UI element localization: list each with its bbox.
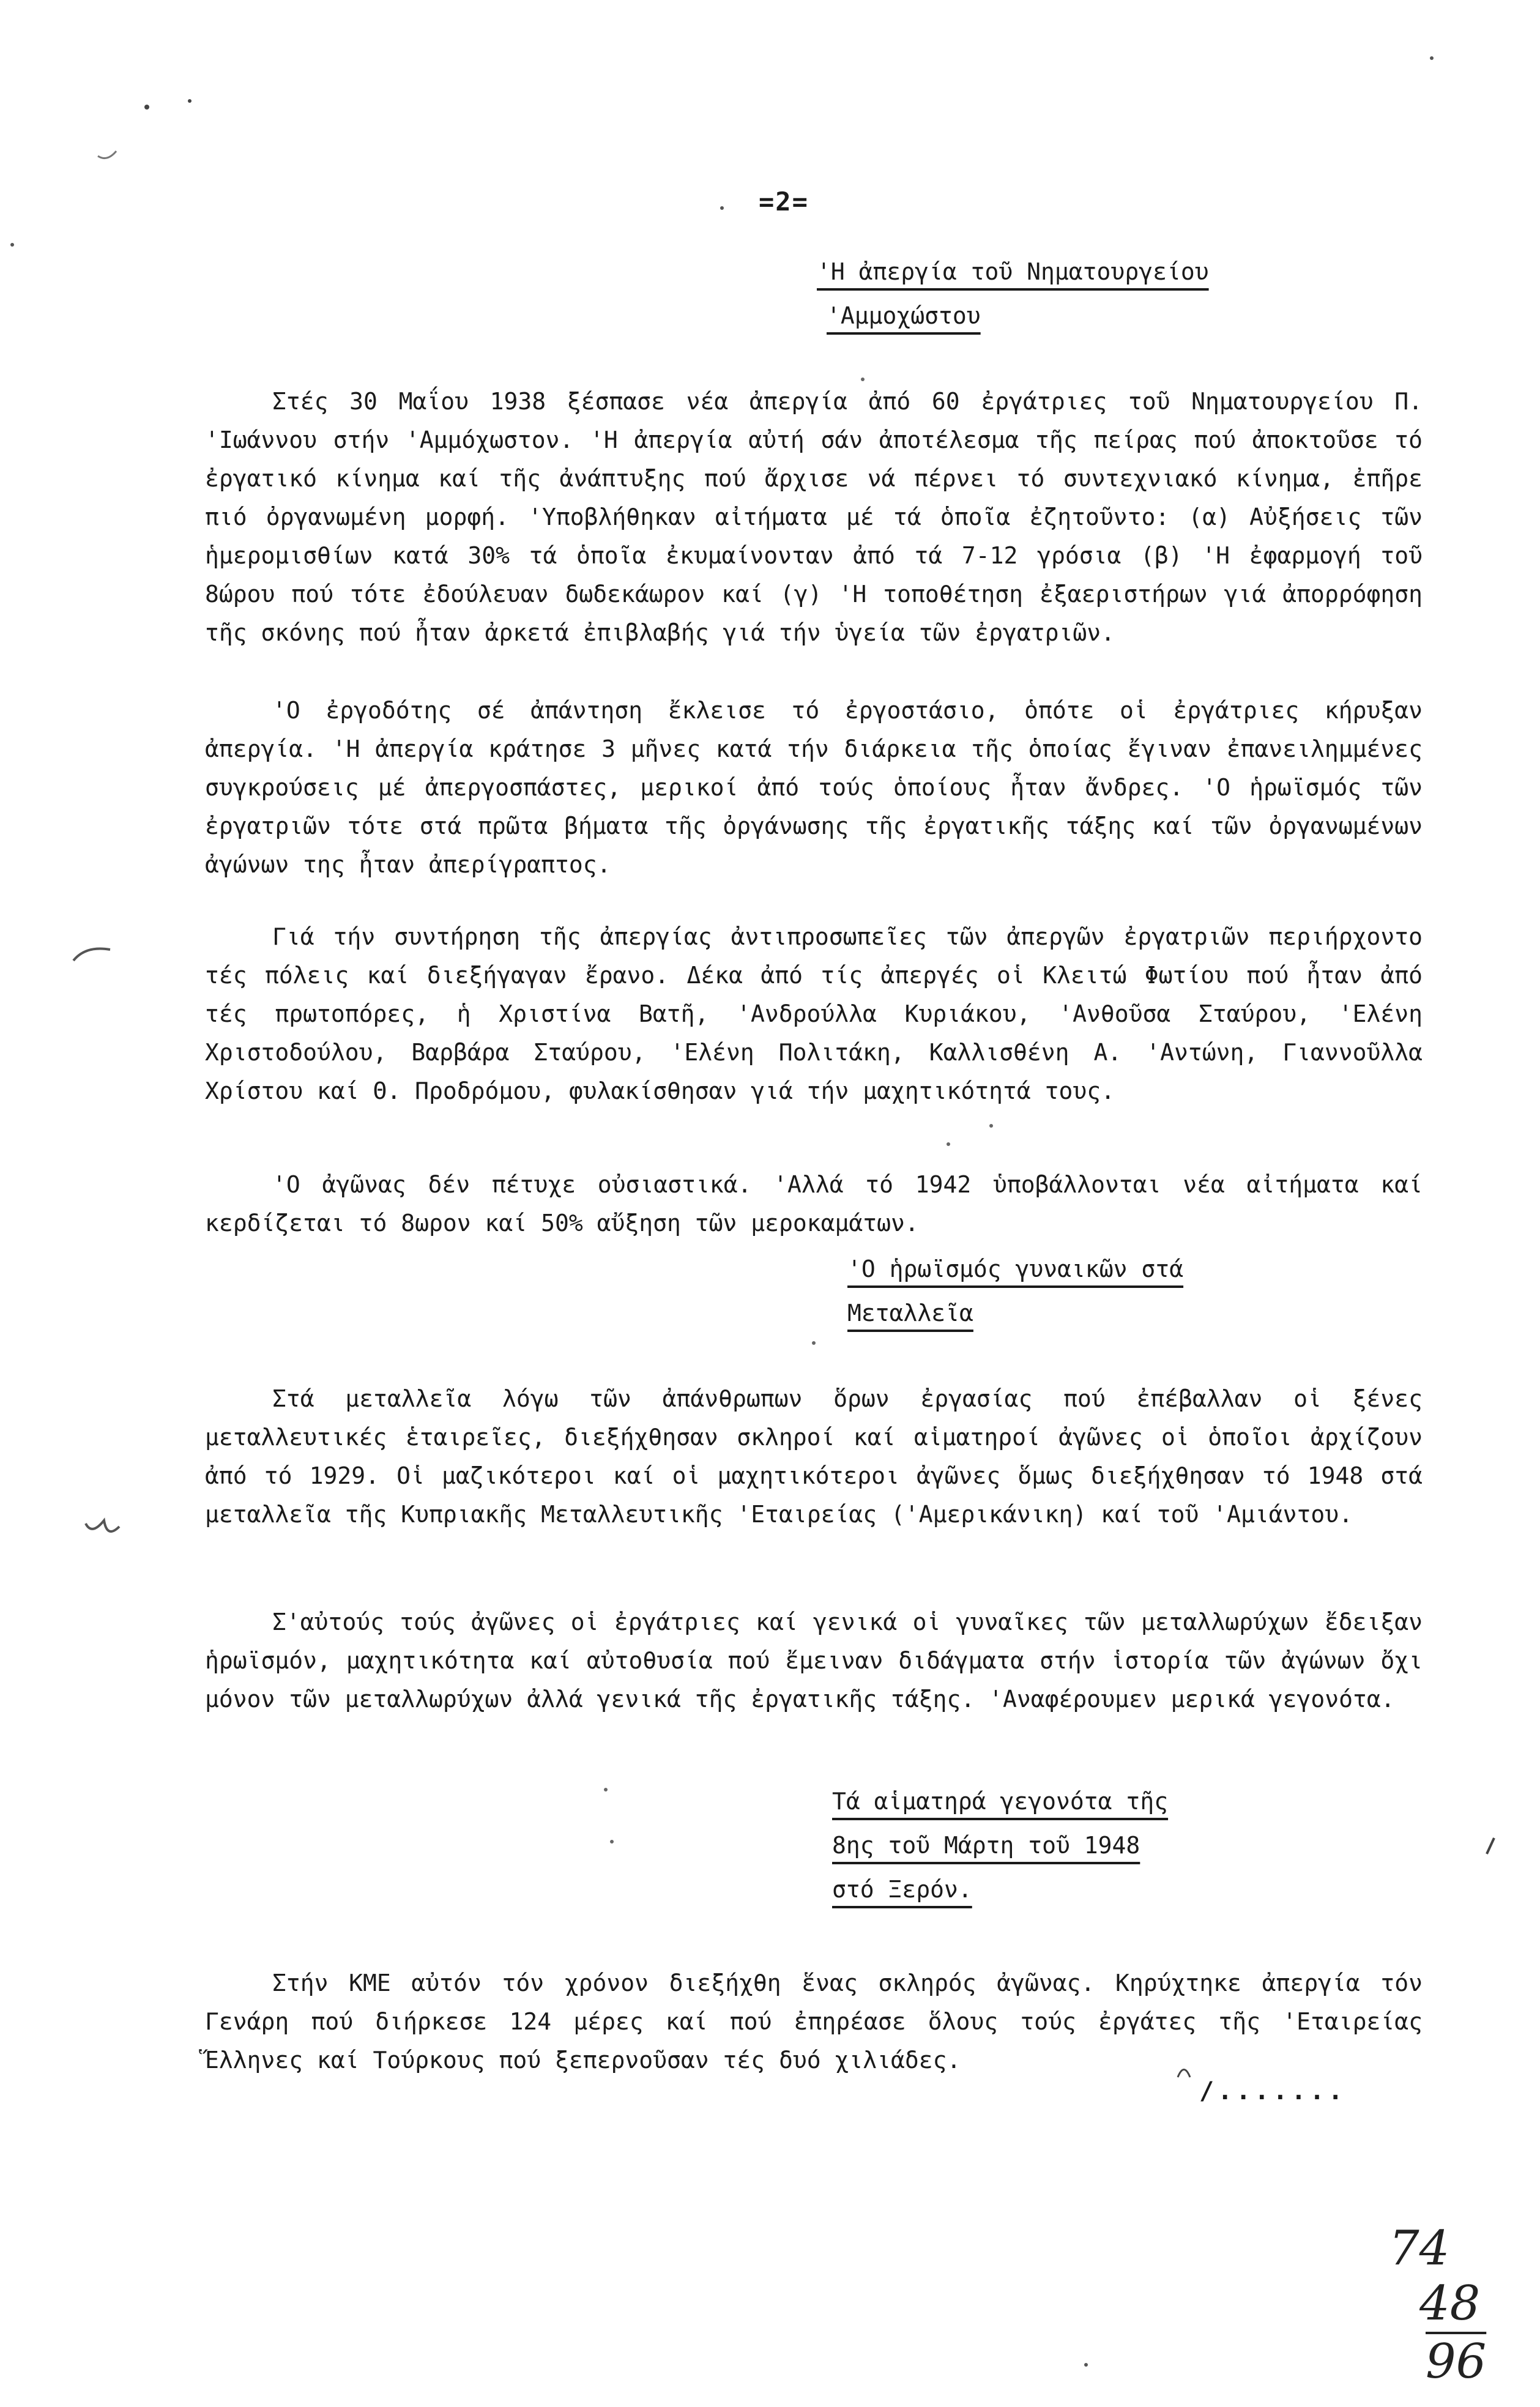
speck [720,206,724,210]
speck [188,99,192,103]
paragraph: 'Ο ἀγῶνας δέν πέτυχε οὐσιαστικά. 'Αλλά τό 1942 ὑποβάλλονται νέα αἰτήματα καί κερδίζεται τό 8ωρον καί 50% αὔξηση τῶν μεροκαμάτων. [205,1171,1423,1237]
heading-line: 'Αμμοχώστου [827,302,981,329]
paragraph: 'Ο ἐργοδότης σέ ἀπάντηση ἔκλεισε τό ἐργοστάσιο, ὁπότε οἱ ἐργάτριες κήρυξαν ἀπεργία. 'Η ἀπεργία κράτησε 3 μῆνες κατά τήν διάρκεια τῆς ὁποίας ἔγιναν ἐπανειλημμένες συγκρούσεις μέ ἀπεργοσπάστες, μερικοί ἀπό τούς ὁποίους ἦταν ἄνδρες. 'Ο ἡρωϊσμός τῶν ἐργατριῶν τότε στά πρῶτα βήματα τῆς ὀργάνωσης τῆς ἐργατικῆς τάξης καί τῶν ὀργανωμένων ἀγώνων της ἦταν ἀπερίγραπτος. [205,697,1423,878]
section-heading-xeros-events [832,1784,1168,1907]
page-number: =2= [759,187,809,217]
section-heading-mines [847,1251,1183,1331]
continuation-mark: /....... [1199,2077,1347,2105]
heading-line: 'Ο ἡρωϊσμός γυναικῶν στά [847,1256,1184,1282]
speck [144,105,149,110]
stray-mark [1487,1838,1494,1854]
stray-mark [98,151,116,158]
speck [604,1788,608,1791]
heading-line: Μεταλλεῖα [847,1300,973,1326]
speck [812,1341,816,1345]
speck [610,1840,614,1843]
speck [1430,56,1434,60]
speck [989,1124,993,1128]
paragraph: Σ'αὐτούς τούς ἀγῶνες οἱ ἐργάτριες καί γενικά οἱ γυναῖκες τῶν μεταλλωρύχων ἔδειξαν ἡρωϊσμόν, μαχητικότητα καί αὐτοθυσία πού ἔμειναν διδάγματα στήν ἱστορία τῶν ἀγώνων ὄχι μόνον τῶν μεταλλωρύχων ἀλλά γενικά τῆς ἐργατικῆς τάξης. 'Αναφέρουμεν μερικά γεγονότα. [205,1609,1423,1713]
heading-line: 'Η ἀπεργία τοῦ Νηματουργείου [817,258,1209,285]
paragraph: Στήν ΚΜΕ αὐτόν τόν χρόνον διεξήχθη ἕνας σκληρός ἀγῶνας. Κηρύχτηκε ἀπεργία τόν Γενάρη πού διήρκεσε 124 μέρες καί πού ἐπηρέασε ὅλους τούς ἐργάτες τῆς 'Εταιρείας Ἕλληνες καί Τούρκους πού ξεπερνοῦσαν τές δυό χιλιάδες. [205,1970,1423,2074]
heading-line: στό Ξερόν. [832,1876,972,1903]
stray-mark [86,1520,119,1531]
handwritten-number: 48 [1419,2276,1481,2331]
speck [861,378,865,381]
heading-line: 8ης τοῦ Μάρτη τοῦ 1948 [832,1832,1140,1859]
section-heading-spinning-mill [817,254,1209,333]
speck [947,1142,950,1146]
heading-line: Τά αἱματηρά γεγονότα τῆς [832,1788,1169,1815]
speck [1084,2363,1088,2367]
paragraph: Στά μεταλλεῖα λόγω τῶν ἀπάνθρωπων ὅρων ἐργασίας πού ἐπέβαλλαν οἱ ξένες μεταλλευτικές ἑταιρεῖες, διεξήχθησαν σκληροί καί αἱματηροί ἀγῶνες οἱ ὁποῖοι ἀρχίζουν ἀπό τό 1929. Οἱ μαζικότεροι καί οἱ μαχητικότεροι ἀγῶνες ὅμως διεξήχθησαν τό 1948 στά μεταλλεῖα τῆς Κυπριακῆς Μεταλλευτικῆς 'Εταιρείας ('Αμερικάνικη) καί τοῦ 'Αμιάντου. [205,1385,1423,1528]
stray-mark [73,948,110,961]
speck [10,243,14,247]
paragraph: Γιά τήν συντήρηση τῆς ἀπεργίας ἀντιπροσωπεῖες τῶν ἀπεργῶν ἐργατριῶν περιήρχοντο τές πόλεις καί διεξήγαγαν ἔρανο. Δέκα ἀπό τίς ἀπεργές οἱ Κλειτώ Φωτίου πού ἦταν ἀπό τές πρωτοπόρες, ἡ Χριστίνα Βατῆ, 'Ανδρούλλα Κυριάκου, 'Ανθοῦσα Σταύρου, 'Ελένη Χριστοδούλου, Βαρβάρα Σταύρου, 'Ελένη Πολιτάκη, Καλλισθένη Α. 'Αντώνη, Γιαννοῦλλα Χρίστου καί Θ. Προδρόμου, φυλακίσθησαν γιά τήν μαχητικότητά τους. [205,923,1423,1104]
paragraph: Στές 30 Μαΐου 1938 ξέσπασε νέα ἀπεργία ἀπό 60 ἐργάτριες τοῦ Νηματουργείου Π. 'Ιωάννου στήν 'Αμμόχωστον. 'Η ἀπεργία αὐτή σάν ἀποτέλεσμα τῆς πείρας πού ἀποκτοῦσε τό ἐργατικό κίνημα καί τῆς ἀνάπτυξης πού ἄρχισε νά πέρνει τό συντεχνιακό κίνημα, ἐπῆρε πιό ὀργανωμένη μορφή. 'Υποβλήθηκαν αἰτήματα μέ τά ὁποῖα ἐζητοῦντο: (α) Αὐξήσεις τῶν ἡμερομισθίων κατά 30% τά ὁποῖα ἐκυμαίνονταν ἀπό τά 7-12 γρόσια (β) 'Η ἐφαρμογή τοῦ 8ώρου πού τότε ἐδούλευαν δωδεκάωρον καί (γ) 'Η τοποθέτηση ἐξαεριστήρων γιά ἀπορρόφηση τῆς σκόνης πού ἦταν ἀρκετά ἐπιβλαβής γιά τήν ὑγεία τῶν ἐργατριῶν. [205,388,1423,646]
handwritten-number: 74 [1389,2221,1450,2276]
handwritten-number: 96 [1426,2334,1487,2389]
